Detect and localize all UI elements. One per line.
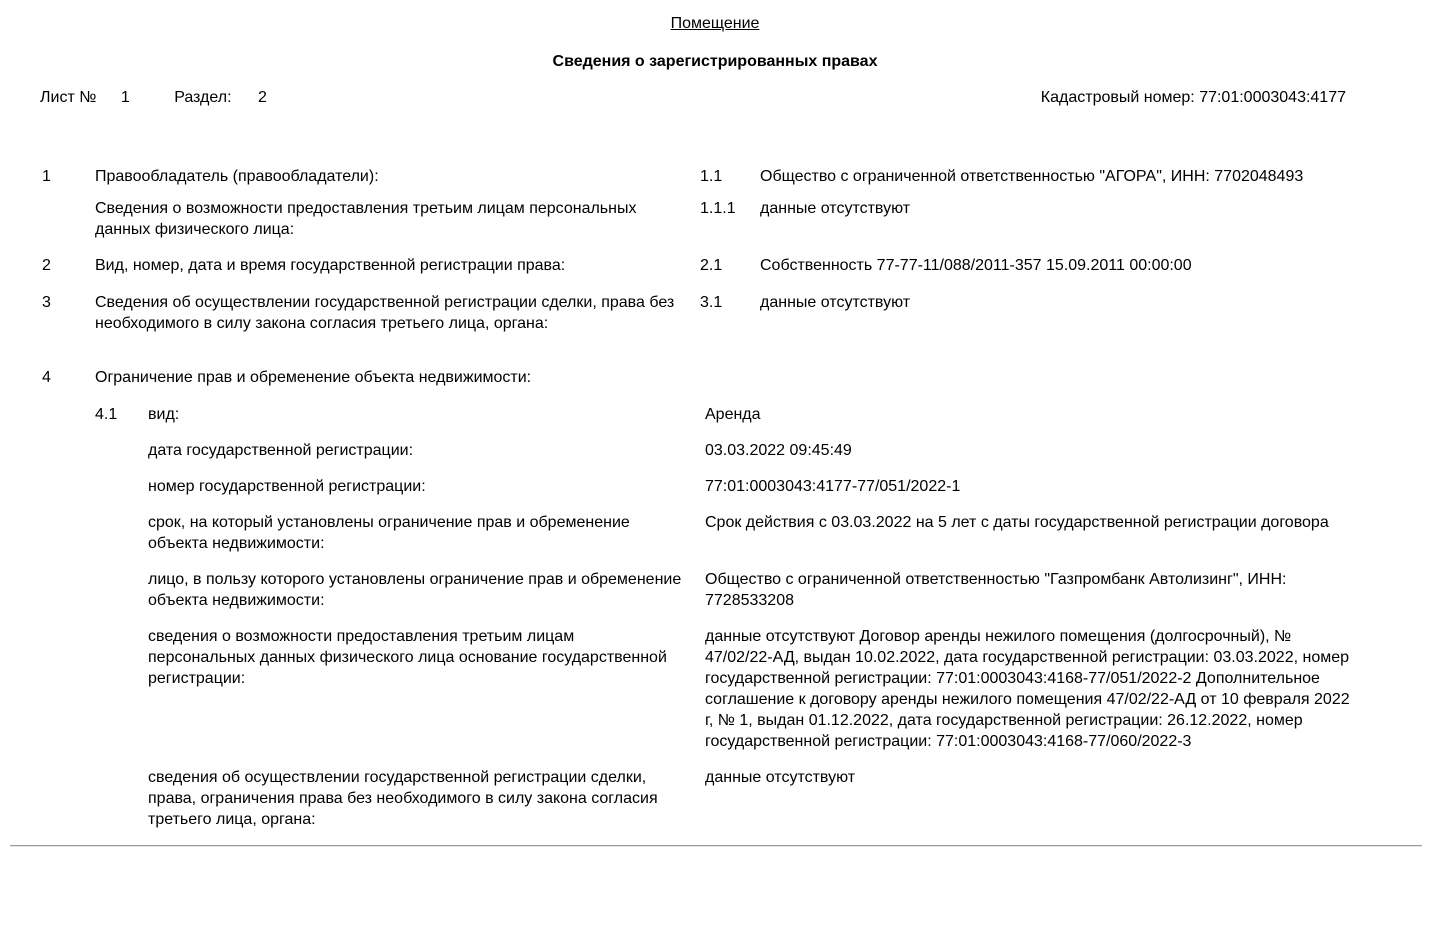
row-value: данные отсутствуют — [760, 294, 911, 311]
row-value: данные отсутствуют Договор аренды нежилого помещения (долгосрочный), № 47/02/22-АД, выдан 10.02.2022, дата государственной регистрации: 03.03.2022, номер государственной регистрации: 77:01:0003043:4168-77/051/2022-2 Дополнительное соглашение к договору аренды нежилого помещения 47/02/22-АД от 10 февраля 2022 г, № 1, выдан 01.12.2022, дата государственной регистрации: 26.12.2022, номер государственной регистрации: 77:01:0003043:4168-77/060/2022-3 — [705, 628, 1350, 750]
table-row — [95, 767, 1430, 830]
table-row — [95, 626, 1430, 752]
table-row — [95, 569, 1430, 611]
section-label: Раздел: — [174, 89, 232, 106]
table-row — [95, 440, 1430, 461]
row-value: Срок действия с 03.03.2022 на 5 лет с даты государственной регистрации договора — [705, 514, 1329, 531]
row-label: Сведения об осуществлении государственной регистрации сделки, права без необходимого в силу закона согласия третьего лица, органа: — [95, 294, 675, 332]
row-value: 77:01:0003043:4177-77/051/2022-1 — [705, 478, 961, 495]
row-number: 2 — [42, 257, 51, 274]
row-label: сведения о возможности предоставления третьим лицам персональных данных физического лица основание государственной регистрации: — [148, 628, 667, 687]
row-subnumber — [95, 476, 148, 497]
row-label: Правообладатель (правообладатели): — [95, 168, 379, 185]
table-row — [95, 404, 1430, 425]
table-row — [95, 476, 1430, 497]
row-number — [42, 198, 95, 240]
sheet-label: Лист № — [40, 89, 97, 106]
object-type-title: Помещение — [670, 15, 760, 32]
row-value: Аренда — [705, 406, 761, 423]
row-label: вид: — [148, 406, 180, 423]
sheet-section-info — [40, 87, 267, 108]
row-label: номер государственной регистрации: — [148, 478, 426, 495]
row-label: сведения об осуществлении государственной регистрации сделки, права, ограничения права без необходимого в силу закона согласия третьего лица, органа: — [148, 769, 658, 828]
table-row — [42, 292, 1430, 334]
row-number: 3 — [42, 294, 51, 311]
sheet-number: 1 — [120, 89, 130, 106]
row-label: Ограничение прав и обременение объекта недвижимости: — [95, 369, 532, 386]
row-subnumber: 1.1 — [700, 168, 723, 185]
page-divider — [10, 845, 1422, 847]
section-number: 2 — [257, 89, 267, 106]
row-number: 4 — [42, 369, 51, 386]
row-label: дата государственной регистрации: — [148, 442, 414, 459]
row-subnumber: 4.1 — [95, 406, 118, 423]
row-label: Сведения о возможности предоставления третьим лицам персональных данных физического лица: — [95, 200, 637, 238]
section-title: Сведения о зарегистрированных правах — [552, 53, 878, 70]
row-value: Общество с ограниченной ответственностью "АГОРА", ИНН: 7702048493 — [760, 168, 1304, 185]
row-subnumber — [95, 767, 148, 830]
row-value: данные отсутствуют — [760, 200, 911, 217]
row-label: Вид, номер, дата и время государственной регистрации права: — [95, 257, 566, 274]
row-subnumber: 2.1 — [700, 257, 723, 274]
row-value — [760, 367, 1430, 388]
row-subnumber: 1.1.1 — [700, 200, 736, 217]
cadastral-value: 77:01:0003043:4177 — [1199, 89, 1346, 106]
row-subnumber — [95, 626, 148, 752]
table-row — [42, 255, 1430, 276]
row-subnumber: 3.1 — [700, 294, 723, 311]
row-label: лицо, в пользу которого установлены ограничение прав и обременение объекта недвижимости: — [148, 571, 682, 609]
row-subnumber — [700, 367, 760, 388]
row-value: данные отсутствуют — [705, 769, 856, 786]
cadastral-number — [1041, 87, 1346, 108]
cadastral-label: Кадастровый номер: — [1040, 89, 1195, 106]
table-row — [42, 166, 1430, 187]
table-row — [42, 198, 1430, 240]
row-label: срок, на который установлены ограничение прав и обременение объекта недвижимости: — [148, 514, 630, 552]
restriction-rows — [0, 404, 1430, 830]
row-value: Общество с ограниченной ответственностью "Газпромбанк Автолизинг", ИНН: 7728533208 — [705, 571, 1287, 609]
row-subnumber — [95, 569, 148, 611]
table-row — [42, 367, 1430, 388]
row-value: Собственность 77-77-11/088/2011-357 15.09.2011 00:00:00 — [760, 257, 1192, 274]
rights-rows — [0, 166, 1430, 388]
row-value: 03.03.2022 09:45:49 — [705, 442, 852, 459]
row-subnumber — [95, 440, 148, 461]
row-number: 1 — [42, 168, 51, 185]
table-row — [95, 512, 1430, 554]
row-subnumber — [95, 512, 148, 554]
meta-row — [0, 87, 1430, 108]
